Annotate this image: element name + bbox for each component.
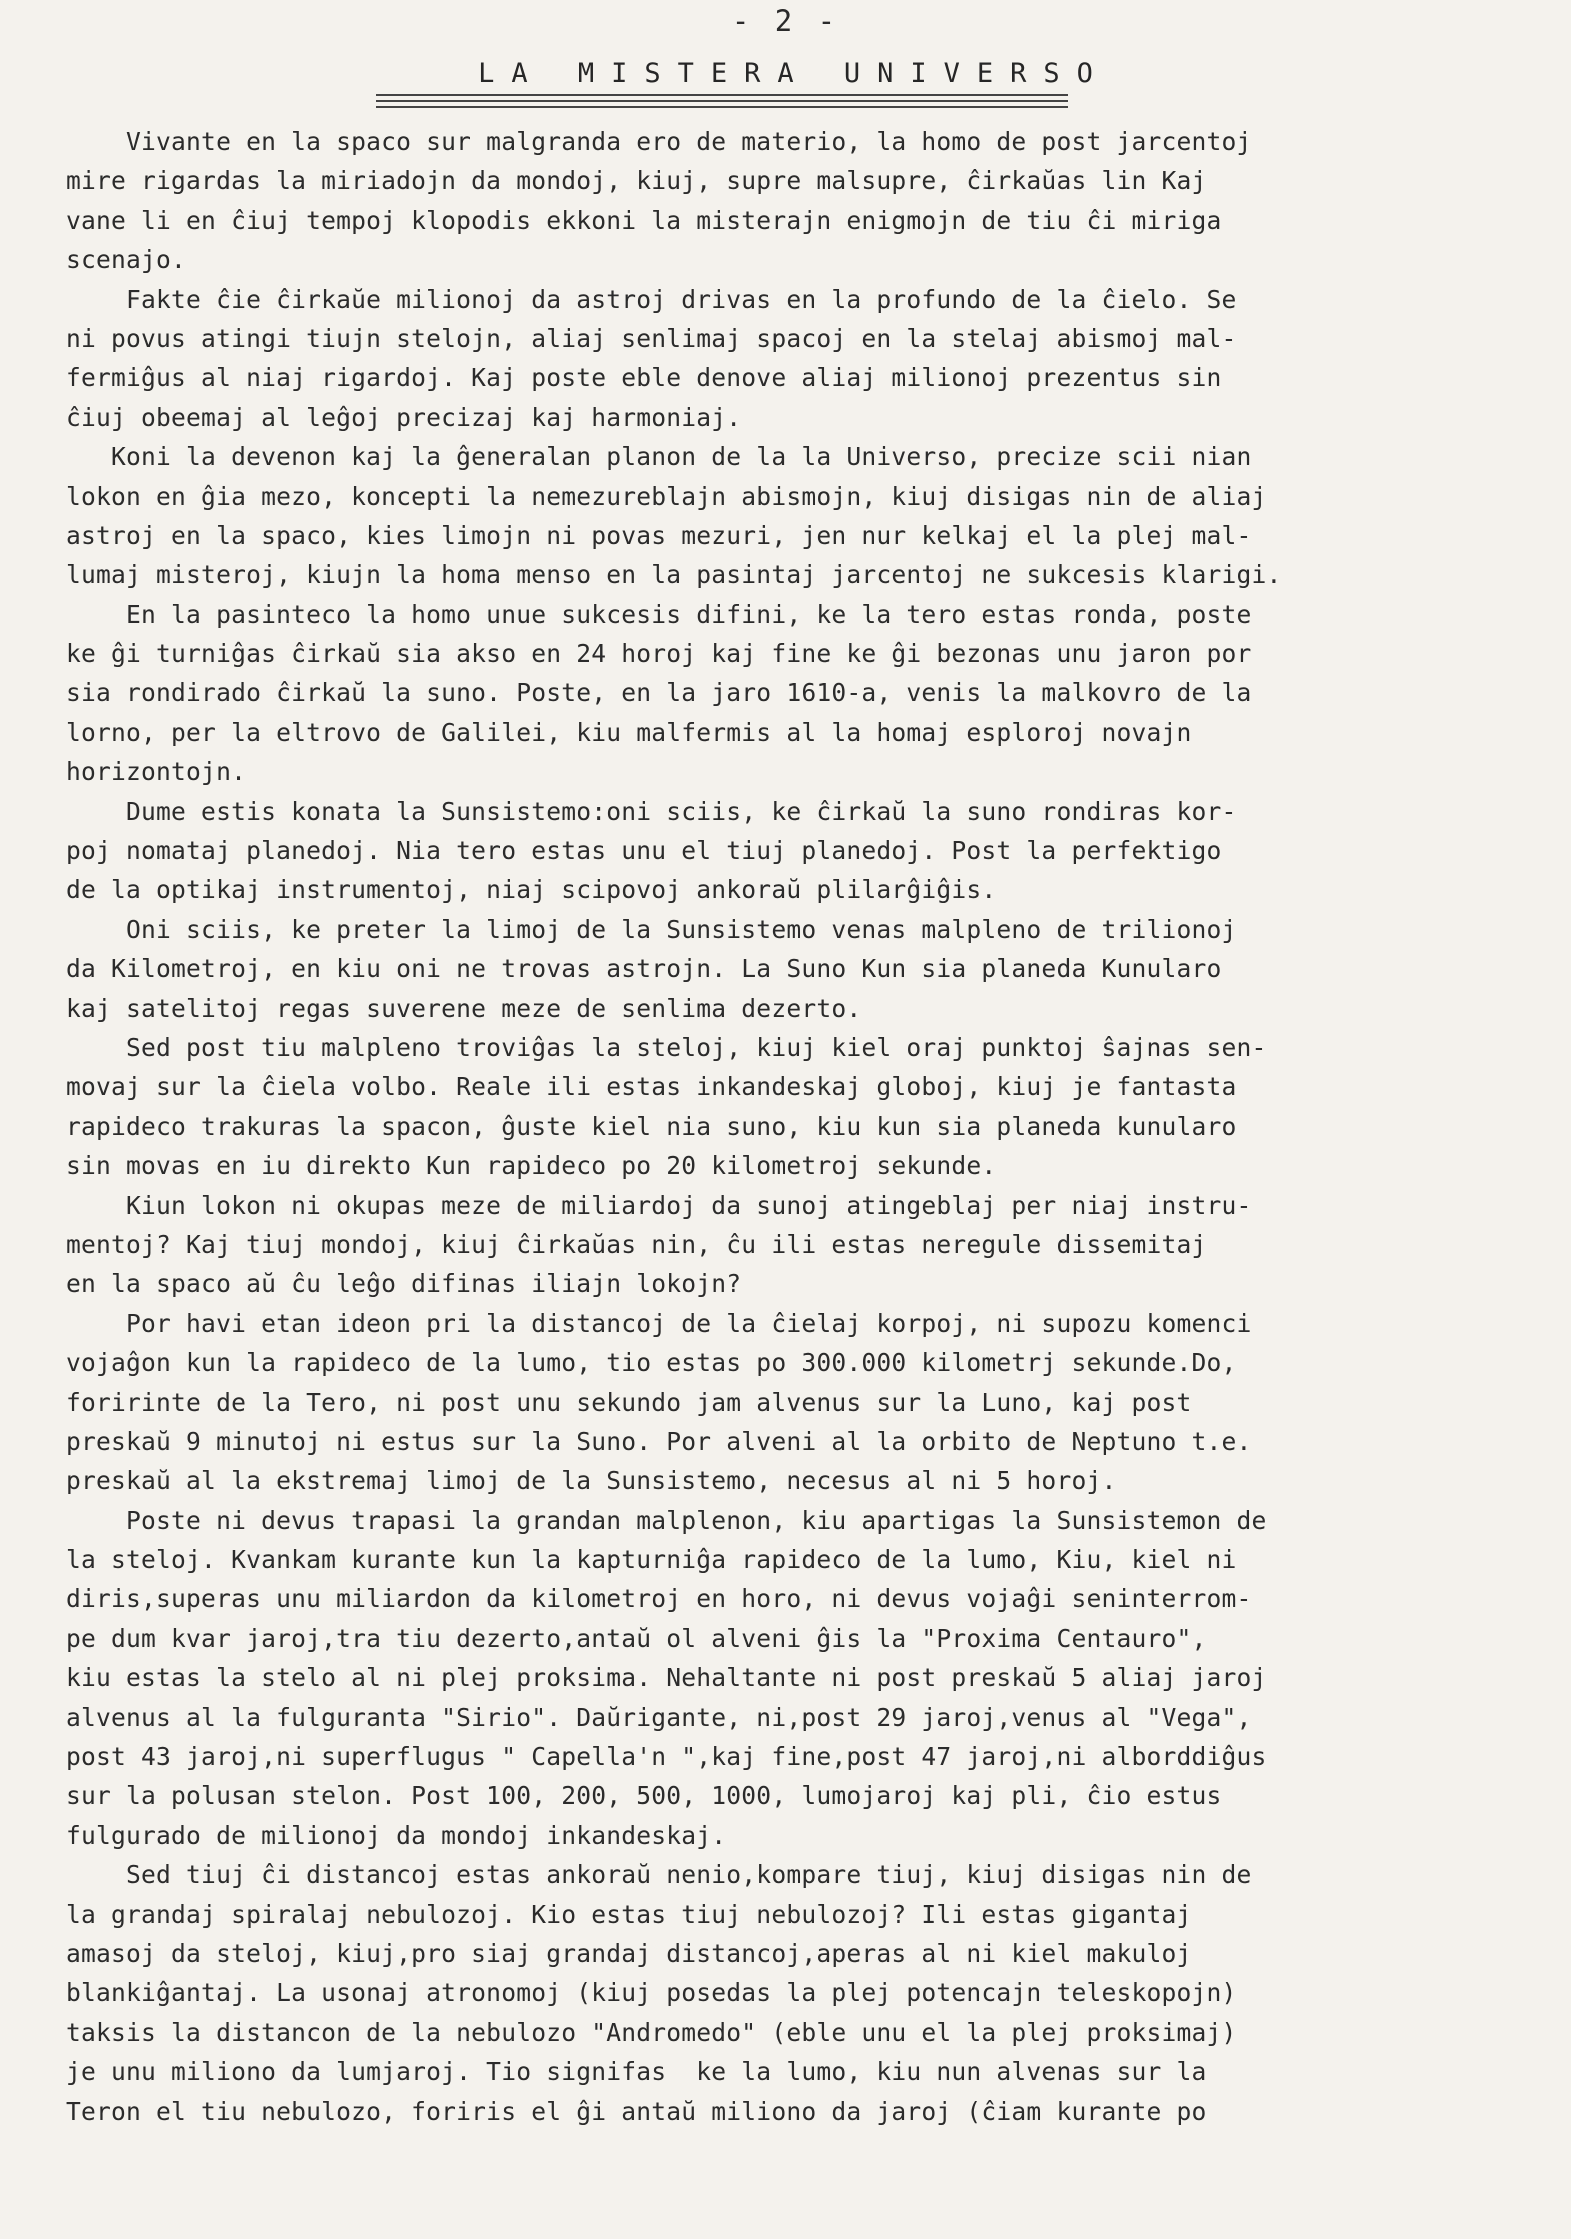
- text-line: mentoj? Kaj tiuj mondoj, kiuj ĉirkaŭas nin, ĉu ili estas neregule dissemitaj: [66, 1229, 1207, 1259]
- text-line: Sed post tiu malpleno troviĝas la steloj, kiuj kiel oraj punktoj ŝajnas sen-: [66, 1032, 1267, 1062]
- title-underline: [376, 100, 1068, 102]
- text-line: poj nomataj planedoj. Nia tero estas unu el tiuj planedoj. Post la perfektigo: [66, 836, 1222, 866]
- text-line: Dume estis konata la Sunsistemo:oni sciis, ke ĉirkaŭ la suno rondiras kor-: [66, 796, 1237, 826]
- text-line: sur la polusan stelon. Post 100, 200, 500, 1000, lumojaroj kaj pli, ĉio estus: [66, 1781, 1222, 1811]
- text-line: Por havi etan ideon pri la distancoj de la ĉielaj korpoj, ni supozu komenci: [66, 1308, 1252, 1338]
- text-line: lokon en ĝia mezo, koncepti la nemezureblajn abismojn, kiuj disigas nin de aliaj: [66, 481, 1267, 511]
- text-line: kiu estas la stelo al ni plej proksima. Nehaltante ni post preskaŭ 5 aliaj jaroj: [66, 1663, 1267, 1693]
- text-line: blankiĝantaj. La usonaj atronomoj (kiuj posedas la plej potencajn teleskopojn): [66, 1978, 1237, 2008]
- text-line: ke ĝi turniĝas ĉirkaŭ sia akso en 24 horoj kaj fine ke ĝi bezonas unu jaron por: [66, 639, 1252, 669]
- text-line: scenajo.: [66, 245, 187, 275]
- text-line: vojaĝon kun la rapideco de la lumo, tio estas po 300.000 kilometrj sekunde.Do,: [66, 1348, 1237, 1378]
- text-line: sia rondirado ĉirkaŭ la suno. Poste, en la jaro 1610-a, venis la malkovro de la: [66, 678, 1252, 708]
- text-line: sin movas en iu direkto Kun rapideco po 20 kilometroj sekunde.: [66, 1151, 997, 1181]
- text-line: Poste ni devus trapasi la grandan malplenon, kiu apartigas la Sunsistemon de: [66, 1505, 1267, 1535]
- text-line: astroj en la spaco, kies limojn ni povas mezuri, jen nur kelkaj el la plej mal-: [66, 520, 1252, 550]
- text-line: Fakte ĉie ĉirkaŭe milionoj da astroj drivas en la profundo de la ĉielo. Se: [66, 284, 1237, 314]
- text-line: preskaŭ al la ekstremaj limoj de la Sunsistemo, necesus al ni 5 horoj.: [66, 1466, 1117, 1496]
- text-line: foririnte de la Tero, ni post unu sekundo jam alvenus sur la Luno, kaj post: [66, 1387, 1192, 1417]
- text-line: post 43 jaroj,ni superflugus " Capella'n ",kaj fine,post 47 jaroj,ni alborddiĝus: [66, 1742, 1267, 1772]
- text-line: en la spaco aŭ ĉu leĝo difinas iliajn lokojn?: [66, 1269, 742, 1299]
- text-line: ni povus atingi tiujn stelojn, aliaj senlimaj spacoj en la stelaj abismoj mal-: [66, 323, 1237, 353]
- text-line: fulgurado de milionoj da mondoj inkandeskaj.: [66, 1820, 727, 1850]
- text-line: kaj satelitoj regas suverene meze de senlima dezerto.: [66, 993, 862, 1023]
- text-line: Teron el tiu nebulozo, foriris el ĝi antaŭ miliono da jaroj (ĉiam kurante po: [66, 2096, 1207, 2126]
- text-line: Oni sciis, ke preter la limoj de la Sunsistemo venas malpleno de trilionoj: [66, 914, 1237, 944]
- text-line: fermiĝus al niaj rigardoj. Kaj poste eble denove aliaj milionoj prezentus sin: [66, 363, 1222, 393]
- title-underline: [376, 106, 1068, 108]
- text-line: Koni la devenon kaj la ĝeneralan planon de la la Universo, precize scii nian: [66, 442, 1252, 472]
- text-line: da Kilometroj, en kiu oni ne trovas astrojn. La Suno Kun sia planeda Kunularo: [66, 954, 1222, 984]
- text-line: amasoj da steloj, kiuj,pro siaj grandaj distancoj,aperas al ni kiel makuloj: [66, 1938, 1192, 1968]
- title-wrap: [0, 58, 1571, 89]
- text-line: vane li en ĉiuj tempoj klopodis ekkoni la misterajn enigmojn de tiu ĉi miriga: [66, 205, 1222, 235]
- text-line: lumaj misteroj, kiujn la homa menso en la pasintaj jarcentoj ne sukcesis klarigi.: [66, 560, 1282, 590]
- text-line: mire rigardas la miriadojn da mondoj, kiuj, supre malsupre, ĉirkaŭas lin Kaj: [66, 166, 1207, 196]
- text-line: pe dum kvar jaroj,tra tiu dezerto,antaŭ ol alveni ĝis la "Proxima Centauro",: [66, 1623, 1207, 1653]
- text-line: de la optikaj instrumentoj, niaj scipovoj ankoraŭ plilarĝiĝis.: [66, 875, 997, 905]
- text-line: la steloj. Kvankam kurante kun la kapturniĝa rapideco de la lumo, Kiu, kiel ni: [66, 1545, 1237, 1575]
- page-number: - 2 -: [731, 4, 840, 38]
- text-line: horizontojn.: [66, 757, 247, 787]
- text-line: preskaŭ 9 minutoj ni estus sur la Suno. Por alveni al la orbito de Neptuno t.e.: [66, 1426, 1252, 1456]
- body-text: [66, 122, 1486, 2131]
- text-line: rapideco trakuras la spacon, ĝuste kiel nia suno, kiu kun sia planeda kunularo: [66, 1111, 1237, 1141]
- text-line: je unu miliono da lumjaroj. Tio signifas ke la lumo, kiu nun alvenas sur la: [66, 2057, 1207, 2087]
- text-line: Vivante en la spaco sur malgranda ero de materio, la homo de post jarcentoj: [66, 127, 1252, 156]
- text-line: lorno, per la eltrovo de Galilei, kiu malfermis al la homaj esploroj novajn: [66, 717, 1192, 747]
- text-line: En la pasinteco la homo unue sukcesis difini, ke la tero estas ronda, poste: [66, 599, 1252, 629]
- text-line: ĉiuj obeemaj al leĝoj precizaj kaj harmoniaj.: [66, 402, 742, 432]
- text-line: Sed tiuj ĉi distancoj estas ankoraŭ nenio,kompare tiuj, kiuj disigas nin de: [66, 1860, 1252, 1890]
- text-line: diris,superas unu miliardon da kilometroj en horo, ni devus vojaĝi seninterrom-: [66, 1584, 1252, 1614]
- text-line: Kiun lokon ni okupas meze de miliardoj da sunoj atingeblaj per niaj instru-: [66, 1190, 1252, 1220]
- title-underline: [376, 94, 1068, 96]
- text-line: taksis la distancon de la nebulozo "Andromedo" (eble unu el la plej proksimaj): [66, 2017, 1237, 2047]
- text-line: alvenus al la fulguranta "Sirio". Daŭrigante, ni,post 29 jaroj,venus al "Vega",: [66, 1702, 1252, 1732]
- text-line: movaj sur la ĉiela volbo. Reale ili estas inkandeskaj globoj, kiuj je fantasta: [66, 1072, 1237, 1102]
- document-title: LA MISTERA UNIVERSO: [478, 58, 1110, 89]
- text-line: la grandaj spiralaj nebulozoj. Kio estas tiuj nebulozoj? Ili estas gigantaj: [66, 1899, 1192, 1929]
